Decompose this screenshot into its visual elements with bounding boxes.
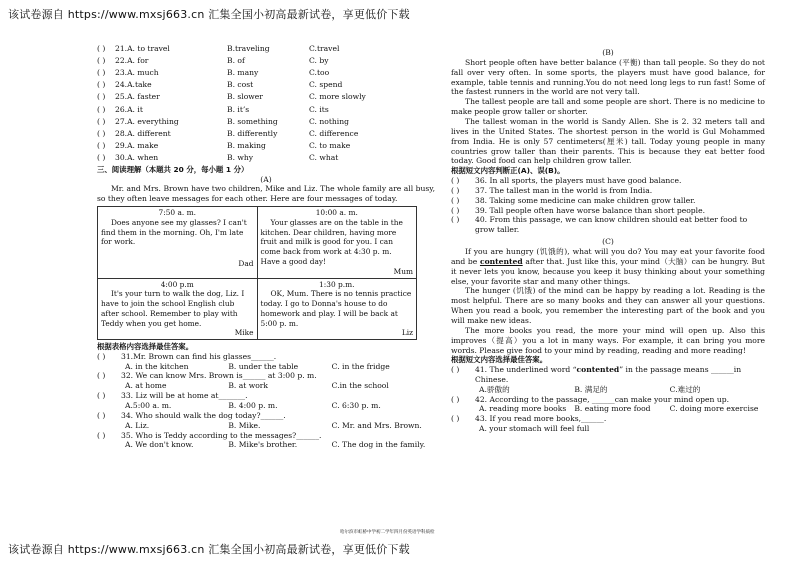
passage-a-intro: Mr. and Mrs. Brown have two children, Mike and Liz. The whole family are all busy, so they often leave messages for each other. Here are four messages of today. bbox=[97, 184, 435, 204]
passage-c-para: The hunger (饥饿) of the mind can be happy by reading a lot. Reading is the most helpful. There are so many books and they can answer all your questions. When you read a book, you remember the interesting part of the book and you will make new ideas. bbox=[451, 286, 765, 325]
option-b: B. cost bbox=[227, 80, 254, 90]
answer-paren[interactable]: ( ) bbox=[97, 410, 106, 420]
answer-paren[interactable]: ( ) bbox=[451, 215, 460, 225]
question-text: 41. The underlined word “contented” in the passage means ______in Chinese. bbox=[475, 365, 742, 384]
options-43 bbox=[451, 424, 765, 434]
option-b: B. Mike's brother. bbox=[228, 440, 298, 450]
option-a: 26.A. it bbox=[115, 104, 143, 114]
option-b: B. something bbox=[227, 116, 278, 126]
questions-a-list bbox=[97, 352, 435, 451]
option-b: B. slower bbox=[227, 92, 263, 102]
option-a: A. your stomach will feel full bbox=[479, 424, 590, 434]
option-c: C. to make bbox=[309, 140, 351, 150]
option-a: 22.A. for bbox=[115, 56, 149, 66]
option-c: C.in the school bbox=[331, 381, 389, 391]
option-a: A. in the kitchen bbox=[125, 361, 189, 371]
answer-paren[interactable]: ( ) bbox=[97, 391, 106, 401]
cloze-option-row bbox=[97, 128, 435, 140]
answer-paren[interactable]: ( ) bbox=[451, 365, 460, 375]
option-b: B. making bbox=[227, 140, 266, 150]
option-b: B. 4:00 p. m. bbox=[228, 401, 278, 411]
option-c: C. The dog in the family. bbox=[331, 440, 426, 450]
option-b: B. under the table bbox=[228, 361, 299, 371]
page-footer: 该试卷源自 https://www.mxsj663.cn 汇集全国小初高最新试卷，享更低价下载 bbox=[8, 543, 410, 556]
section-title-reading: 三、阅读理解（本题共 20 分，每小题 1 分） bbox=[97, 164, 249, 174]
option-b: B. it’s bbox=[227, 104, 250, 114]
passage-c-text: If you are hungry (饥饿的), what will you do? You may eat your favorite food and be bbox=[451, 246, 765, 266]
instruction-a: 根据表格内容选择最佳答案。 bbox=[97, 342, 194, 352]
answer-paren[interactable]: ( ) bbox=[451, 414, 460, 424]
option-c: C.too bbox=[309, 68, 330, 78]
question bbox=[97, 431, 435, 441]
message-time: 1:30 p.m. bbox=[319, 279, 355, 289]
question bbox=[451, 215, 765, 235]
option-b: B. Mike. bbox=[228, 420, 261, 430]
option-c: C. 6:30 p. m. bbox=[331, 401, 381, 411]
passage-a-label: (A) bbox=[260, 174, 272, 184]
option-c: C.travel bbox=[309, 44, 340, 54]
option-c: C. what bbox=[309, 152, 339, 162]
answer-paren[interactable]: ( ) bbox=[97, 430, 106, 440]
answer-paren[interactable]: ( ) bbox=[97, 116, 106, 126]
question-text: 34. Who should walk the dog today?______. bbox=[121, 410, 286, 420]
cloze-option-row bbox=[97, 79, 435, 91]
answer-paren[interactable]: ( ) bbox=[451, 175, 460, 185]
message-cell bbox=[257, 278, 417, 340]
question-41 bbox=[451, 365, 765, 385]
option-b: B. 满足的 bbox=[574, 384, 608, 394]
left-column bbox=[97, 43, 435, 450]
answer-paren[interactable]: ( ) bbox=[97, 128, 106, 138]
option-a: 21.A. to travel bbox=[115, 44, 170, 54]
question bbox=[451, 196, 765, 206]
question bbox=[97, 391, 435, 401]
option-a: 24.A.take bbox=[115, 80, 152, 90]
message-cell bbox=[257, 207, 417, 278]
options-41 bbox=[451, 385, 765, 395]
answer-paren[interactable]: ( ) bbox=[97, 80, 106, 90]
option-a: A. at home bbox=[125, 381, 167, 391]
option-c: C. doing more exercise bbox=[669, 404, 759, 414]
question-options bbox=[97, 362, 435, 372]
option-a: 25.A. faster bbox=[115, 92, 160, 102]
instruction-c: 根据短文内容选择最佳答案。 bbox=[451, 355, 548, 365]
question-options bbox=[97, 401, 435, 411]
question bbox=[451, 186, 765, 196]
passage-b-para: The tallest woman in the world is Sandy Allen. She is 2. 32 meters tall and lives in the United States. The shortest person in the world is Gul Mohammed from India. He is only 57 centimeters(厘米) tall. Today young people in many countries grow taller than their parents. This is because they eat better food today. Good food can help children grow taller. bbox=[451, 117, 765, 166]
option-b: B. differently bbox=[227, 128, 278, 138]
question-text: 33. Liz will be at home at_______. bbox=[121, 391, 248, 401]
question-text: 40. From this passage, we can know children should eat better food to grow taller. bbox=[475, 215, 748, 235]
message-body: Your glasses are on the table in the kitchen. Dear children, having more fruit and milk is good for you. I can come back from work at 4:30 p. m. Have a good day! bbox=[260, 217, 403, 266]
option-b: B. of bbox=[227, 56, 245, 66]
option-a: 23.A. much bbox=[115, 68, 159, 78]
question-42 bbox=[451, 395, 765, 405]
option-a: 27.A. everything bbox=[115, 116, 179, 126]
option-c: C. difference bbox=[309, 128, 359, 138]
option-b: B. why bbox=[227, 152, 254, 162]
message-body: Does anyone see my glasses? I can't find them in the morning. Oh, I'm late for work. bbox=[101, 217, 247, 247]
passage-c-label: (C) bbox=[602, 237, 614, 247]
option-a: 30.A. when bbox=[115, 152, 159, 162]
right-column bbox=[451, 48, 765, 434]
question-text: 32. We can know Mrs. Brown is______ at 3:00 p. m. bbox=[121, 371, 317, 381]
answer-paren[interactable]: ( ) bbox=[97, 104, 106, 114]
question bbox=[97, 352, 435, 362]
question-43 bbox=[451, 414, 765, 424]
answer-paren[interactable]: ( ) bbox=[451, 185, 460, 195]
option-c: C. its bbox=[309, 104, 329, 114]
answer-paren[interactable]: ( ) bbox=[97, 152, 106, 162]
question-text: 37. The tallest man in the world is from India. bbox=[475, 185, 653, 195]
answer-paren[interactable]: ( ) bbox=[97, 140, 106, 150]
message-time: 10:00 a. m. bbox=[315, 208, 358, 218]
cloze-option-row bbox=[97, 152, 435, 164]
messages-table bbox=[97, 206, 417, 340]
option-c: C. in the fridge bbox=[331, 361, 390, 371]
answer-paren[interactable]: ( ) bbox=[97, 371, 106, 381]
option-b: B. many bbox=[227, 68, 259, 78]
message-signature: Mike bbox=[234, 328, 254, 338]
option-c: C.难过的 bbox=[669, 384, 701, 394]
option-a: 28.A. different bbox=[115, 128, 171, 138]
instruction-b: 根据短文内容判断正(A)、误(B)。 bbox=[451, 166, 565, 176]
passage-c-text: after that. Just like this, your mind（大脑）can be hungry. But it never lets you know, because you keep it busy thinking about your something else, your favorite star and many other things. bbox=[451, 256, 765, 286]
message-signature: Dad bbox=[238, 259, 254, 269]
question-text: 35. Who is Teddy according to the messages?______. bbox=[121, 430, 322, 440]
answer-paren[interactable]: ( ) bbox=[97, 56, 106, 66]
option-c: C. nothing bbox=[309, 116, 349, 126]
answer-paren[interactable]: ( ) bbox=[97, 351, 106, 361]
underlined-word-ref: contented bbox=[576, 365, 620, 375]
passage-b-para: The tallest people are tall and some people are short. There is no medicine to make people grow taller or shorter. bbox=[451, 97, 765, 117]
question-text: 31.Mr. Brown can find his glasses______. bbox=[121, 351, 277, 361]
cloze-option-row bbox=[97, 116, 435, 128]
answer-paren[interactable]: ( ) bbox=[451, 394, 460, 404]
question-text: 36. In all sports, the players must have good balance. bbox=[475, 175, 682, 185]
passage-c-para bbox=[451, 247, 765, 286]
option-b: B. at work bbox=[228, 381, 269, 391]
answer-paren[interactable]: ( ) bbox=[97, 68, 106, 78]
question bbox=[451, 206, 765, 216]
page-header: 该试卷源自 https://www.mxsj663.cn 汇集全国小初高最新试卷，享更低价下载 bbox=[8, 8, 410, 21]
question bbox=[97, 411, 435, 421]
cloze-option-row bbox=[97, 103, 435, 115]
cloze-options-list bbox=[97, 43, 435, 164]
option-a: 29.A. make bbox=[115, 140, 159, 150]
question bbox=[451, 176, 765, 186]
message-body: It's your turn to walk the dog, Liz. I have to join the school English club after school. Remember to play with Teddy when you get home. bbox=[101, 289, 245, 328]
cloze-option-row bbox=[97, 140, 435, 152]
message-cell bbox=[98, 278, 258, 340]
passage-b-para: Short people often have better balance (平衡) than tall people. So they do not fall over very often. In some sports, the players must have good balance, for example, table tennis and running.You do not need long legs to run fast! Some of the fastest runners in the world are not very tall. bbox=[451, 57, 765, 97]
option-c: C. by bbox=[309, 56, 329, 66]
questions-b-list bbox=[451, 176, 765, 235]
option-c: C. spend bbox=[309, 80, 343, 90]
underlined-word: contented bbox=[479, 256, 523, 266]
cloze-option-row bbox=[97, 67, 435, 79]
option-c: C. Mr. and Mrs. Brown. bbox=[331, 420, 422, 430]
option-c: C. more slowly bbox=[309, 92, 366, 102]
message-time: 7:50 a. m. bbox=[158, 208, 196, 218]
answer-paren[interactable]: ( ) bbox=[451, 205, 460, 215]
question-text: 39. Tall people often have worse balance than short people. bbox=[475, 205, 705, 215]
message-cell bbox=[98, 207, 258, 278]
answer-paren[interactable]: ( ) bbox=[451, 195, 460, 205]
message-signature: Mum bbox=[393, 266, 413, 276]
passage-b-label: (B) bbox=[602, 48, 614, 57]
option-a: A. We don't know. bbox=[125, 440, 194, 450]
question-options bbox=[97, 440, 435, 450]
cloze-option-row bbox=[97, 43, 435, 55]
option-a: A.骄傲的 bbox=[479, 384, 510, 394]
question-text: 43. If you read more books,______. bbox=[475, 414, 607, 424]
answer-paren[interactable]: ( ) bbox=[97, 92, 106, 102]
option-a: A.5:00 a. m. bbox=[125, 401, 172, 411]
question-options bbox=[97, 381, 435, 391]
message-time: 4:00 p.m bbox=[160, 279, 194, 289]
passage-c-para: The more books you read, the more your mind will open up. Also this improves（提高）you a lot in many ways. For example, it can bring you more words. Please give food to your mind by reading, reading and more reading! bbox=[451, 325, 765, 355]
message-body: OK, Mum. There is no tennis practice today. I go to Donna's house to do homework and play. I will be back at 5:00 p. m. bbox=[260, 289, 412, 328]
question bbox=[97, 371, 435, 381]
footer-school-name: 哈尔滨市虹桥中学初二学年四月份英语学科质检 bbox=[340, 530, 435, 535]
option-a: A. reading more books bbox=[479, 404, 567, 414]
option-b: B. eating more food bbox=[574, 404, 651, 414]
question-text: 38. Taking some medicine can make children grow taller. bbox=[475, 195, 696, 205]
option-b: B.traveling bbox=[227, 44, 270, 54]
message-signature: Liz bbox=[401, 328, 413, 338]
question-options bbox=[97, 421, 435, 431]
options-42 bbox=[451, 404, 765, 414]
cloze-option-row bbox=[97, 55, 435, 67]
answer-paren[interactable]: ( ) bbox=[97, 44, 106, 54]
cloze-option-row bbox=[97, 91, 435, 103]
question-text: 42. According to the passage, ______can make your mind open up. bbox=[475, 394, 730, 404]
option-a: A. Liz. bbox=[125, 420, 150, 430]
